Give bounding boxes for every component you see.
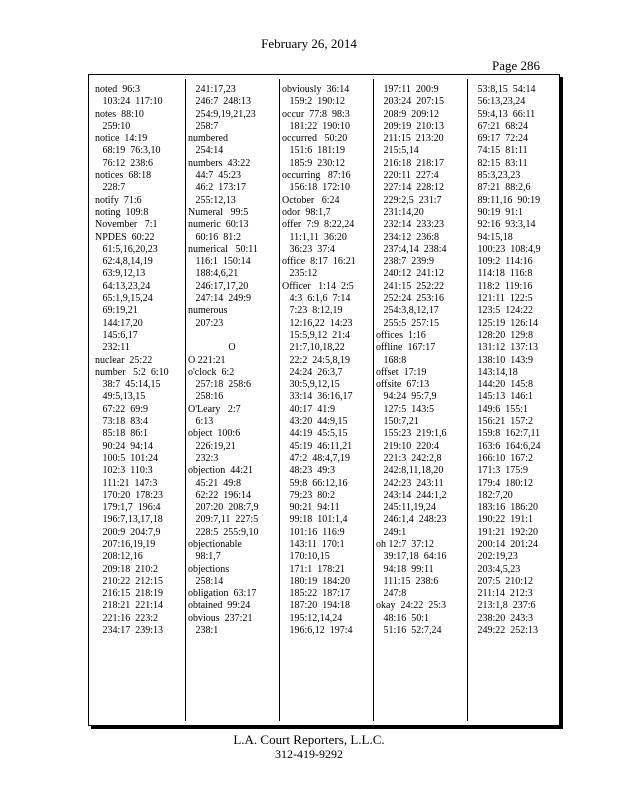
index-entry-line: 12:16,22 14:23	[282, 317, 353, 329]
index-entry-line: 246:7 248:13	[188, 96, 252, 108]
index-entry-line: 238:7 239:9	[376, 256, 435, 268]
index-entry-line: 30:5,9,12,15	[282, 379, 340, 391]
index-entry-line: 111:15 238:6	[376, 575, 439, 587]
index-entry-line: 138:10 143:9	[470, 354, 534, 366]
index-entry-line: O	[228, 342, 236, 354]
page-number: Page 286	[492, 58, 541, 73]
index-entry-line: 196:7,13,17,18	[95, 514, 163, 526]
index-entry-line: 211:15 213:20	[376, 133, 444, 145]
index-entry-line: 11:1,11 36:20	[282, 231, 347, 243]
index-entry-line: 68:19 76:3,10	[95, 145, 161, 157]
index-entry-line: 227:14 228:12	[376, 182, 445, 194]
index-entry-line: occurred 50:20	[282, 133, 348, 145]
index-entry-line: 229:2,5 231:7	[376, 194, 442, 206]
index-entry-line: objection 44:21	[188, 465, 253, 477]
index-entry-line: 118:2 119:16	[470, 280, 533, 292]
index-entry-line: Officer 1:14 2:5	[282, 280, 354, 292]
footer-company: L.A. Court Reporters, L.L.C.	[233, 732, 385, 747]
index-entry-line: 191:21 192:20	[470, 526, 539, 538]
index-entry-line: 143:11 170:1	[282, 538, 345, 550]
index-entry-line: 200:14 201:24	[470, 538, 539, 550]
index-entry-line: 216:18 218:17	[376, 157, 445, 169]
index-entry-line: 208:9 209:12	[376, 108, 440, 120]
index-entry-line: 180:19 184:20	[282, 575, 351, 587]
index-entry-line: 149:6 155:1	[470, 403, 529, 415]
index-entry-line: obtained 99:24	[188, 600, 251, 612]
index-entry-line: 150:7,21	[376, 416, 419, 428]
index-entry-line: 43:20 44:9,15	[282, 416, 348, 428]
index-entry-line: 258:14	[188, 575, 224, 587]
index-entry-line: 195:12,14,24	[282, 612, 343, 624]
index-entry-line: 218:21 221:14	[95, 600, 164, 612]
index-entry-line: 67:21 68:24	[470, 120, 529, 132]
index-entry-line: office 8:17 16:21	[282, 256, 356, 268]
index-entry-line: Numeral 99:5	[188, 206, 249, 218]
index-entry-line: 170:10,15	[282, 551, 330, 563]
index-entry-line: 202:19,23	[470, 551, 518, 563]
index-entry-line: 67:22 69:9	[95, 403, 149, 415]
index-entry-line: 114:18 116:8	[470, 268, 533, 280]
index-frame	[88, 74, 560, 726]
index-entry-line: 125:19 126:14	[470, 317, 539, 329]
index-entry-line: 100:5 101:24	[95, 452, 159, 464]
index-entry-line: 190:22 191:1	[470, 514, 534, 526]
index-column-4	[376, 84, 464, 637]
index-entry-line: October 6:24	[282, 194, 340, 206]
index-entry-line: 51:16 52:7,24	[376, 625, 442, 637]
index-entry-line: 45:21 49:8	[188, 477, 242, 489]
index-entry-line: 36:23 37:4	[282, 243, 336, 255]
index-entry-line: 197:11 200:9	[376, 84, 439, 95]
index-entry-line: 237:4,14 238:4	[376, 243, 447, 255]
index-entry-line: 207:23	[188, 317, 224, 329]
index-entry-line: 209:18 210:2	[95, 563, 159, 575]
index-entry-line: okay 24:22 25:3	[376, 600, 446, 612]
index-entry-line: 196:6,12 197:4	[282, 625, 353, 637]
index-entry-line: number 5:2 6:10	[95, 366, 169, 378]
index-entry-line: 183:16 186:20	[470, 502, 539, 514]
index-entry-line: 208:12,16	[95, 551, 143, 563]
index-entry-line: 203:24 207:15	[376, 96, 445, 108]
index-entry-line: 99:18 101:1,4	[282, 514, 348, 526]
index-entry-line: 234:12 236:8	[376, 231, 440, 243]
index-entry-line: 7:23 8:12,19	[282, 305, 343, 317]
index-entry-line: 60:16 81:2	[188, 231, 242, 243]
index-entry-line: 179:1,7 196:4	[95, 502, 161, 514]
index-entry-line: 44:19 45:5,15	[282, 428, 348, 440]
index-entry-line: 90:21 94:11	[282, 502, 340, 514]
index-entry-line: 151:6 181:19	[282, 145, 346, 157]
index-entry-line: offline 167:17	[376, 342, 436, 354]
index-entry-line: 210:22 212:15	[95, 575, 164, 587]
index-entry-line: 238:20 243:3	[470, 612, 534, 624]
index-entry-line: nuclear 25:22	[95, 354, 153, 366]
index-entry-line: 249:22 252:13	[470, 625, 539, 637]
index-entry-line: 257:18 258:6	[188, 379, 252, 391]
index-entry-line: 241:15 252:22	[376, 280, 445, 292]
index-entry-line: 94:15,18	[470, 231, 513, 243]
index-entry-line: 232:3	[188, 452, 219, 464]
index-entry-line: numbers 43:22	[188, 157, 251, 169]
index-entry-line: 259:10	[95, 120, 131, 132]
index-entry-line: 188:4,6,21	[188, 268, 239, 280]
column-divider	[279, 79, 280, 721]
index-entry-line: 62:4,8,14,19	[95, 256, 153, 268]
index-entry-line: 179:4 180:12	[470, 477, 534, 489]
index-entry-line: 59:4,13 66:11	[470, 108, 536, 120]
index-entry-line: 74:15 81:11	[470, 145, 528, 157]
index-entry-line: 156:18 172:10	[282, 182, 351, 194]
index-entry-line: 232:14 233:23	[376, 219, 445, 231]
index-entry-line: 242:8,11,18,20	[376, 465, 444, 477]
index-entry-line: O'Leary 2:7	[188, 403, 241, 415]
index-entry-line: notes 88:10	[95, 108, 144, 120]
index-entry-line: 56:13,23,24	[470, 96, 526, 108]
index-entry-line: 168:8	[376, 354, 407, 366]
index-entry-line: 243:14 244:1,2	[376, 489, 447, 501]
index-entry-line: 247:14 249:9	[188, 293, 252, 305]
index-entry-line: 207:16,19,19	[95, 538, 156, 550]
index-column-1	[95, 84, 183, 637]
index-entry-line	[188, 330, 276, 342]
index-entry-line: 258:16	[188, 391, 224, 403]
index-entry-line: 6:13	[188, 416, 214, 428]
index-entry-line: 234:17 239:13	[95, 625, 164, 637]
index-entry-line: 24:24 26:3,7	[282, 366, 343, 378]
index-column-5	[470, 84, 558, 637]
index-entry-line: numeric 60:13	[188, 219, 249, 231]
index-entry-line: 46:2 173:17	[188, 182, 247, 194]
index-entry-line: 73:18 83:4	[95, 416, 149, 428]
index-entry-line: object 100:6	[188, 428, 241, 440]
index-entry-line: 38:7 45:14,15	[95, 379, 161, 391]
index-entry-line: offer 7:9 8:22,24	[282, 219, 355, 231]
index-entry-line: 221:16 223:2	[95, 612, 159, 624]
index-entry-line: obligation 63:17	[188, 588, 257, 600]
index-entry-line: 61:5,16,20,23	[95, 243, 158, 255]
index-entry-line: 90:24 94:14	[95, 440, 154, 452]
index-entry-line: 33:14 36:16,17	[282, 391, 353, 403]
index-entry-line: 254:3,8,12,17	[376, 305, 439, 317]
index-entry-line: 103:24 117:10	[95, 96, 163, 108]
index-entry-line: 62:22 196:14	[188, 489, 252, 501]
index-entry-line: notices 68:18	[95, 170, 152, 182]
index-entry-line: 242:23 243:11	[376, 477, 444, 489]
index-entry-line: 21:7,10,18,22	[282, 342, 345, 354]
index-entry-line: 47:2 48:4,7,19	[282, 452, 351, 464]
footer-phone: 312-419-9292	[275, 747, 343, 761]
index-entry-line: 65:1,9,15,24	[95, 293, 153, 305]
index-entry-line: 90:19 91:1	[470, 206, 524, 218]
index-entry-line: 94:18 99:11	[376, 563, 434, 575]
index-entry-line: 22:2 24:5,8,19	[282, 354, 351, 366]
index-entry-line: 92:16 93:3,14	[470, 219, 536, 231]
index-entry-line: 48:23 49:3	[282, 465, 336, 477]
index-entry-line: offset 17:19	[376, 366, 427, 378]
index-entry-line: NPDES 60:22	[95, 231, 155, 243]
index-entry-line: 255:5 257:15	[376, 317, 440, 329]
index-entry-line: 255:12,13	[188, 194, 236, 206]
index-entry-line: 221:3 242:2,8	[376, 452, 442, 464]
index-entry-line: 44:7 45:23	[188, 170, 242, 182]
index-entry-line: 252:24 253:16	[376, 293, 445, 305]
index-entry-line: 209:7,11 227:5	[188, 514, 259, 526]
index-entry-line: O 221:21	[188, 354, 226, 366]
index-entry-line: 241:17,23	[188, 84, 236, 95]
index-entry-line: 166:10 167:2	[470, 452, 534, 464]
index-entry-line: 228:5 255:9,10	[188, 526, 259, 538]
index-entry-line: 53:8,15 54:14	[470, 84, 536, 95]
column-divider	[373, 79, 374, 721]
index-entry-line: oh 12:7 37:12	[376, 538, 435, 550]
index-entry-line: 232:11	[95, 342, 130, 354]
index-entry-line: occur 77:8 98:3	[282, 108, 350, 120]
index-entry-line: 85:18 86:1	[95, 428, 149, 440]
index-entry-line: 211:14 212:3	[470, 588, 533, 600]
index-entry-line: 94:24 95:7,9	[376, 391, 437, 403]
index-entry-line: 101:16 116:9	[282, 526, 345, 538]
index-entry-line: 82:15 83:11	[470, 157, 528, 169]
index-entry-line: 39:17,18 64:16	[376, 551, 447, 563]
index-entry-line: numerical 50:11	[188, 243, 258, 255]
index-entry-line: November 7:1	[95, 219, 158, 231]
index-entry-line: 219:10 220:4	[376, 440, 440, 452]
index-entry-line: 49:5,13,15	[95, 391, 146, 403]
index-entry-line: 238:1	[188, 625, 219, 637]
index-entry-line: 207:5 210:12	[470, 575, 534, 587]
index-entry-line: obviously 36:14	[282, 84, 350, 95]
index-entry-line: 170:20 178:23	[95, 489, 164, 501]
index-entry-line: 171:1 178:21	[282, 563, 346, 575]
index-entry-line: noted 96:3	[95, 84, 140, 95]
index-entry-line: 182:7,20	[470, 489, 513, 501]
index-entry-line: 145:13 146:1	[470, 391, 534, 403]
index-entry-line: 63:9,12,13	[95, 268, 146, 280]
index-entry-line: 246:1,4 248:23	[376, 514, 447, 526]
index-entry-line: 144:17,20	[95, 317, 143, 329]
index-entry-line: 155:23 219:1,6	[376, 428, 447, 440]
index-entry-line: 89:11,16 90:19	[470, 194, 541, 206]
index-entry-line: 100:23 108:4,9	[470, 243, 541, 255]
index-entry-line: 235:12	[282, 268, 318, 280]
index-entry-line: 181:22 190:10	[282, 120, 351, 132]
index-entry-line: o'clock 6:2	[188, 366, 235, 378]
index-entry-line: 203:4,5,23	[470, 563, 521, 575]
index-entry-line: 59:8 66:12,16	[282, 477, 348, 489]
index-entry-line: 76:12 238:6	[95, 157, 154, 169]
index-entry-line: 245:11,19,24	[376, 502, 436, 514]
index-column-3	[282, 84, 370, 637]
index-entry-line: 45:19 46:11,21	[282, 440, 353, 452]
index-entry-line: 226:19,21	[188, 440, 236, 452]
index-column-2	[188, 84, 276, 637]
index-entry-line: odor 98:1,7	[282, 206, 331, 218]
index-entry-line: objectionable	[188, 538, 242, 550]
index-entry-line: 131:12 137:13	[470, 342, 539, 354]
index-entry-line: 48:16 50:1	[376, 612, 430, 624]
index-entry-line: 69:17 72:24	[470, 133, 529, 145]
index-entry-line: objections	[188, 563, 230, 575]
index-entry-line: 213:1,8 237:6	[470, 600, 536, 612]
index-entry-line: numerous	[188, 305, 228, 317]
index-entry-line: 231:14,20	[376, 206, 424, 218]
index-entry-line: 102:3 110:3	[95, 465, 153, 477]
index-entry-line: 143:14,18	[470, 366, 518, 378]
index-entry-line: 247:8	[376, 588, 407, 600]
index-entry-line: 144:20 145:8	[470, 379, 534, 391]
index-entry-line: offices 1:16	[376, 329, 426, 341]
index-entry-line: 249:1	[376, 526, 407, 538]
index-entry-line: 187:20 194:18	[282, 600, 351, 612]
index-entry-line: 109:2 114:16	[470, 256, 533, 268]
index-entry-line: 240:12 241:12	[376, 268, 445, 280]
index-entry-line: 207:20 208:7,9	[188, 502, 259, 514]
index-entry-line: 69:19,21	[95, 305, 138, 317]
index-entry-line: 156:21 157:2	[470, 416, 534, 428]
index-entry-line: 15:5,9,12 21:4	[282, 329, 351, 341]
index-entry-line: numbered	[188, 133, 228, 145]
index-entry-line: notify 71:6	[95, 194, 142, 206]
index-entry-line: 228:7	[95, 182, 126, 194]
index-entry-line: 258:7	[188, 120, 219, 132]
index-entry-line: 111:21 147:3	[95, 477, 158, 489]
index-entry-line: 200:9 204:7,9	[95, 526, 161, 538]
index-entry-line: 85:3,23,23	[470, 170, 521, 182]
index-entry-line: 40:17 41:9	[282, 403, 336, 415]
index-entry-line: notice 14:19	[95, 133, 148, 145]
index-entry-line: 64:13,23,24	[95, 280, 151, 292]
index-entry-line: 220:11 227:4	[376, 170, 439, 182]
index-entry-line: 163:6 164:6,24	[470, 440, 541, 452]
index-entry-line: 159:2 190:12	[282, 96, 346, 108]
index-entry-line: 254:9,19,21,23	[188, 108, 256, 120]
index-entry-line: 185:22 187:17	[282, 588, 351, 600]
index-entry-line: 123:5 124:22	[470, 305, 534, 317]
index-entry-line: 159:8 162:7,11	[470, 428, 541, 440]
index-entry-line: 171:3 175:9	[470, 465, 529, 477]
column-divider	[467, 79, 468, 721]
index-entry-line: 209:19 210:13	[376, 120, 445, 132]
index-entry-line: 98:1,7	[188, 551, 221, 563]
index-entry-line: 246:17,17,20	[188, 280, 249, 292]
index-entry-line: offsite 67:13	[376, 379, 430, 391]
page-date: February 26, 2014	[261, 36, 357, 51]
index-entry-line: occurring 87:16	[282, 170, 351, 182]
index-entry-line: 4:3 6:1,6 7:14	[282, 293, 351, 305]
index-entry-line: noting 109:8	[95, 206, 149, 218]
index-entry-line: 87:21 88:2,6	[470, 182, 531, 194]
index-entry-line: 216:15 218:19	[95, 588, 164, 600]
index-entry-line: 215:5,14	[376, 145, 419, 157]
index-entry-line: 116:1 150:14	[188, 256, 251, 268]
index-entry-line: 145:6,17	[95, 329, 138, 341]
index-entry-line: 79:23 80:2	[282, 489, 336, 501]
index-entry-line: 185:9 230:12	[282, 157, 346, 169]
index-entry-line: 254:14	[188, 145, 224, 157]
index-entry-line: 127:5 143:5	[376, 403, 435, 415]
column-divider	[185, 79, 186, 721]
index-entry-line: 128:20 129:8	[470, 329, 534, 341]
index-entry-line: 121:11 122:5	[470, 293, 533, 305]
index-entry-line: obvious 237:21	[188, 612, 253, 624]
